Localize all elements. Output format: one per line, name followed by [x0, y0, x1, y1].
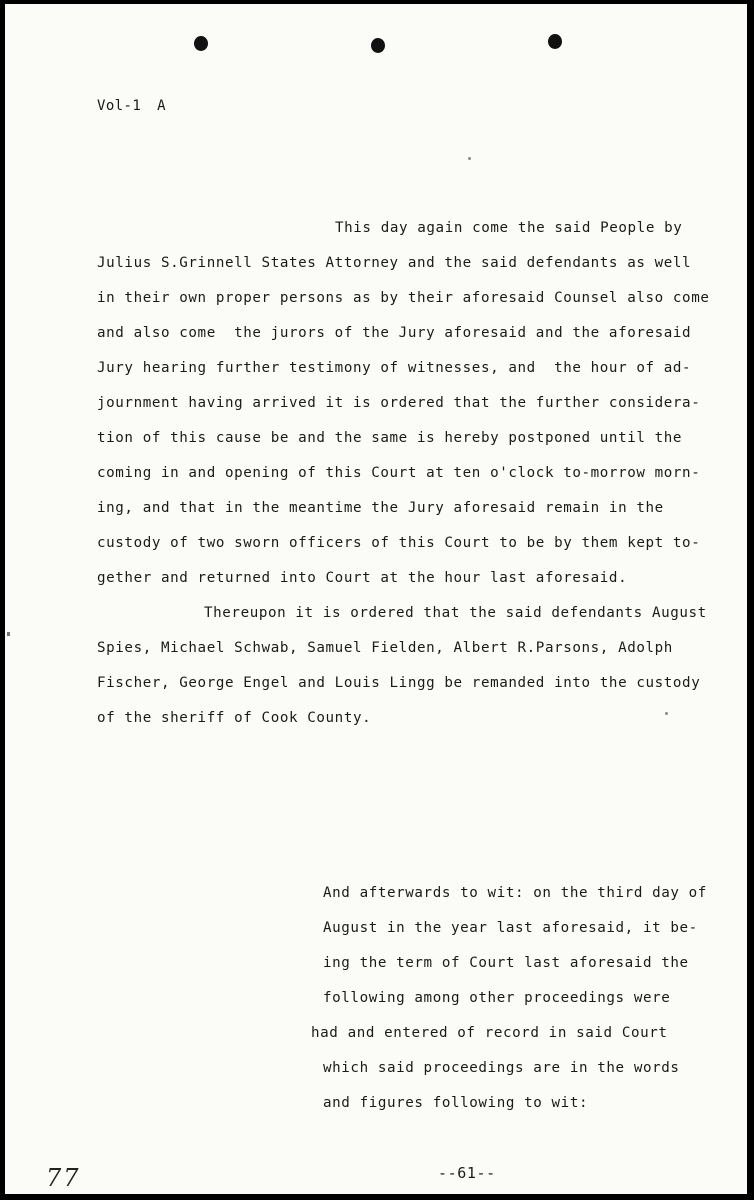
body-line: ing, and that in the meantime the Jury aforesaid remain in the	[97, 500, 664, 516]
closing-line: which said proceedings are in the words	[323, 1060, 680, 1076]
body-line: coming in and opening of this Court at ten o'clock to-morrow morn-	[97, 465, 701, 481]
closing-line: ing the term of Court last aforesaid the	[323, 955, 689, 971]
punch-hole	[194, 36, 208, 51]
paper-speck	[468, 157, 471, 160]
paper-speck	[665, 712, 668, 715]
closing-line: following among other proceedings were	[323, 990, 671, 1006]
page-number: --61--	[438, 1164, 496, 1182]
closing-line: and figures following to wit:	[323, 1095, 589, 1111]
body-line: custody of two sworn officers of this Court to be by them kept to-	[97, 535, 701, 551]
body-line: of the sheriff of Cook County.	[97, 710, 372, 726]
body-line: Julius S.Grinnell States Attorney and the said defendants as well	[97, 255, 692, 271]
body-line: gether and returned into Court at the hour last aforesaid.	[97, 570, 628, 586]
volume-label: Vol-1	[97, 98, 142, 114]
closing-line: And afterwards to wit: on the third day of	[323, 885, 707, 901]
body-line: Thereupon it is ordered that the said defendants August	[204, 605, 707, 621]
closing-line: had and entered of record in said Court	[311, 1025, 668, 1041]
body-line: journment having arrived it is ordered that the further considera-	[97, 395, 701, 411]
document-page	[5, 4, 747, 1194]
closing-line: August in the year last aforesaid, it be-	[323, 920, 698, 936]
body-line: and also come the jurors of the Jury aforesaid and the aforesaid	[97, 325, 692, 341]
body-line: tion of this cause be and the same is hereby postponed until the	[97, 430, 683, 446]
edge-mark	[7, 632, 10, 636]
body-line: Fischer, George Engel and Louis Lingg be remanded into the custody	[97, 675, 701, 691]
body-line: in their own proper persons as by their aforesaid Counsel also come	[97, 290, 710, 306]
document-header	[97, 98, 166, 114]
body-line: Spies, Michael Schwab, Samuel Fielden, Albert R.Parsons, Adolph	[97, 640, 673, 656]
handwritten-folio-number: 77	[46, 1164, 81, 1192]
section-label: A	[157, 98, 166, 114]
body-line: Jury hearing further testimony of witnesses, and the hour of ad-	[97, 360, 692, 376]
punch-hole	[371, 38, 385, 53]
body-line: This day again come the said People by	[335, 220, 683, 236]
punch-hole	[548, 34, 562, 49]
